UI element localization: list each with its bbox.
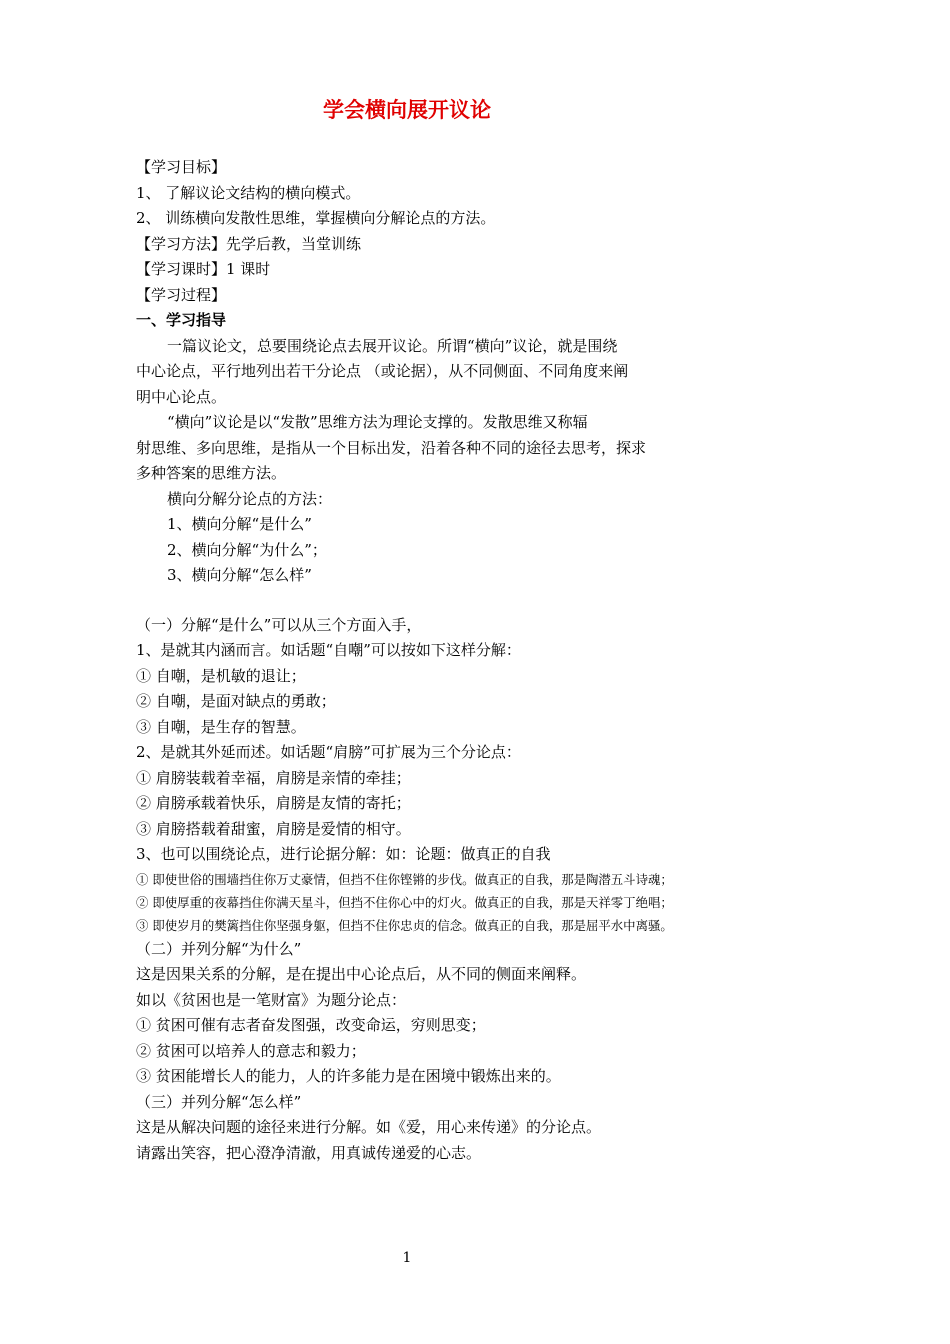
page-number: 1 <box>402 1250 412 1266</box>
list-item: ③ 肩膀搭载着甜蜜，肩膀是爱情的相守。 <box>136 819 411 838</box>
paragraph-line: 多种答案的思维方法。 <box>136 464 287 482</box>
example-item: ① 即使世俗的围墙挡住你万丈豪情，但挡不住你铿锵的步伐。做真正的自我，那是陶潜五斗诗魂； <box>136 871 673 887</box>
list-item: ① 贫困可催有志者奋发图强，改变命运，穷则思变； <box>136 1016 486 1034</box>
subsection-heading-1: （一）分解“是什么”可以从三个方面入手， <box>136 615 422 634</box>
list-item: 这是从解决问题的途径来进行分解。如《爱，用心来传递》的分论点。 <box>136 1118 602 1136</box>
method-item-1: 1、横向分解“是什么” <box>167 515 312 533</box>
paragraph-line: 中心论点，平行地列出若干分论点 （或论据），从不同侧面、不同角度来阐 <box>136 362 629 380</box>
paragraph-line: 射思维、多向思维，是指从一个目标出发，沿着各种不同的途径去思考，探求 <box>136 438 647 457</box>
example-item: ③ 即使岁月的樊篱挡住你坚强身躯，但挡不住你忠贞的信念。做真正的自我，那是屈平水中离骚。 <box>136 917 673 933</box>
list-item: ③ 贫困能增长人的能力，人的许多能力是在困境中锻炼出来的。 <box>136 1067 561 1085</box>
list-item: 这是因果关系的分解，是在提出中心论点后，从不同的侧面来阐释。 <box>136 965 587 983</box>
list-item: ② 肩膀承载着快乐，肩膀是友情的寄托； <box>136 794 411 812</box>
example-item: ② 即使厚重的夜幕挡住你满天星斗，但挡不住你心中的灯火。做真正的自我，那是天祥零丁绝唱； <box>136 894 673 910</box>
study-hours: 【学习课时】1 课时 <box>136 260 271 278</box>
paragraph-line: 一篇议论文，总要围绕论点去展开议论。所谓“横向”议论，就是围绕 <box>167 336 618 355</box>
list-item: 1、是就其内涵而言。如话题“自嘲”可以按如下这样分解： <box>136 641 521 659</box>
method-item-2: 2、横向分解“为什么”； <box>167 540 327 559</box>
study-method: 【学习方法】先学后教，当堂训练 <box>136 234 362 253</box>
spacer <box>136 589 684 613</box>
paragraph-line: 明中心论点。 <box>136 387 227 406</box>
subsection-heading-2: （二）并列分解“为什么” <box>136 939 302 958</box>
list-item: ① 自嘲，是机敏的退让； <box>136 666 306 685</box>
document-title: 学会横向展开议论 <box>323 98 491 122</box>
list-item: ② 自嘲，是面对缺点的勇敢； <box>136 692 336 710</box>
methods-intro: 横向分解分论点的方法： <box>167 489 333 508</box>
goal-item-1: 1、 了解议论文结构的横向模式。 <box>136 183 361 202</box>
document-body <box>136 155 684 1166</box>
list-item: 2、是就其外延而述。如话题“肩膀”可扩展为三个分论点： <box>136 743 521 761</box>
list-item: ① 肩膀装载着幸福，肩膀是亲情的牵挂； <box>136 768 411 787</box>
list-item: ② 贫困可以培养人的意志和毅力； <box>136 1041 366 1060</box>
list-item: ③ 自嘲，是生存的智慧。 <box>136 717 306 736</box>
section-label-goals: 【学习目标】 <box>136 158 227 176</box>
goal-item-2: 2、 训练横向发散性思维，掌握横向分解论点的方法。 <box>136 209 496 227</box>
subsection-heading-3: （三）并列分解“怎么样” <box>136 1092 302 1111</box>
list-item: 3、也可以围绕论点，进行论据分解：如：论题：做真正的自我 <box>136 845 551 863</box>
heading-guidance: 一、学习指导 <box>136 311 227 329</box>
method-item-3: 3、横向分解“怎么样” <box>167 566 312 584</box>
list-item: 请露出笑容，把心澄净清澈，用真诚传递爱的心志。 <box>136 1143 482 1162</box>
section-label-process: 【学习过程】 <box>136 285 227 304</box>
list-item: 如以《贫困也是一笔财富》为题分论点： <box>136 990 407 1009</box>
paragraph-line: “横向”议论是以“发散”思维方法为理论支撑的。发散思维又称辐 <box>167 413 588 431</box>
